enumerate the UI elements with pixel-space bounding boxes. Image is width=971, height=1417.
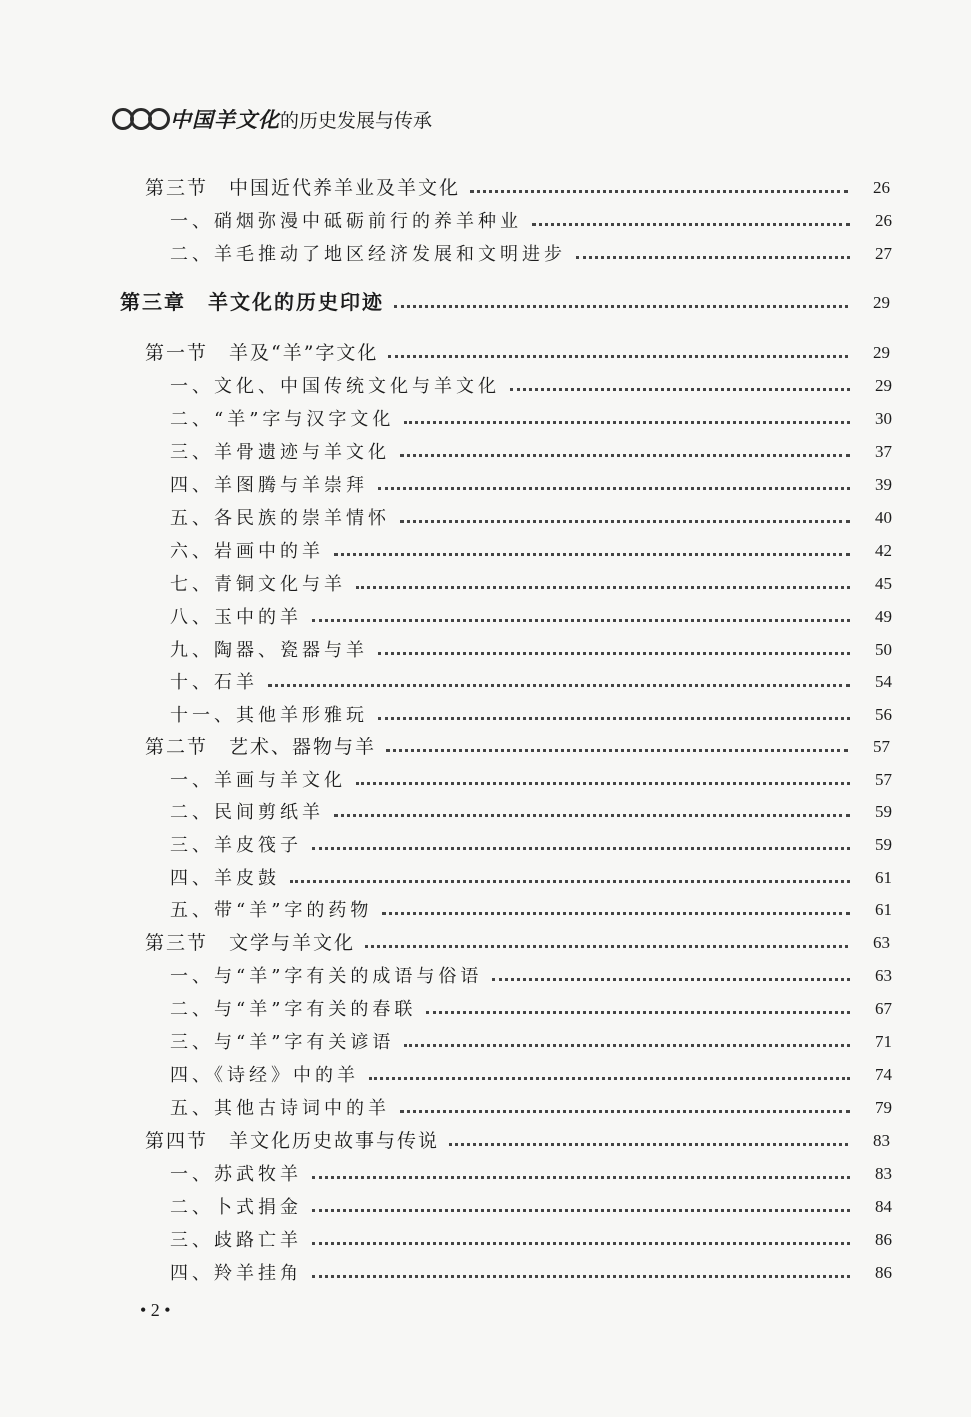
dot-leader [382, 912, 850, 915]
dot-leader [404, 421, 850, 424]
running-header [112, 104, 432, 134]
toc-entry-page: 29 [873, 343, 890, 362]
toc-entry-page: 61 [875, 900, 892, 919]
toc-entry-title: 七、青铜文化与羊 [170, 574, 346, 595]
toc-entry-page: 71 [875, 1032, 892, 1051]
dot-leader [388, 355, 848, 358]
toc-entry-title: 四、羊图腾与羊崇拜 [170, 475, 368, 496]
toc-entry-page: 57 [873, 737, 890, 756]
dot-leader [369, 1077, 850, 1080]
toc-entry-page: 61 [875, 868, 892, 887]
toc-entry-item [170, 1222, 892, 1252]
toc-entry-page: 50 [875, 640, 892, 659]
toc-entry-item [170, 1255, 892, 1285]
toc-entry-page: 40 [875, 508, 892, 527]
dot-leader [356, 782, 850, 785]
dot-leader [312, 1176, 850, 1179]
toc-entry-item [170, 533, 892, 563]
toc-entry-page: 26 [875, 211, 892, 230]
toc-entry-title: 第三章 羊文化的历史印迹 [120, 290, 384, 314]
toc-entry-section [145, 729, 890, 759]
toc-entry-section [145, 170, 890, 200]
toc-entry-section [145, 335, 890, 365]
toc-entry-item [170, 1189, 892, 1219]
toc-entry-title: 一、苏武牧羊 [170, 1164, 302, 1185]
toc-entry-title: 五、带“羊”字的药物 [170, 900, 373, 921]
toc-entry-title: 十一、其他羊形雅玩 [170, 705, 368, 726]
toc-entry-item [170, 958, 892, 988]
toc-entry-page: 63 [873, 933, 890, 952]
toc-entry-page: 74 [875, 1065, 892, 1084]
dot-leader [378, 652, 850, 655]
toc-entry-page: 63 [875, 966, 892, 985]
dot-leader [312, 847, 850, 850]
toc-entry-item [170, 664, 892, 694]
dot-leader [400, 454, 850, 457]
toc-entry-page: 59 [875, 802, 892, 821]
toc-entry-page: 39 [875, 475, 892, 494]
toc-entry-title: 第四节 羊文化历史故事与传说 [145, 1130, 440, 1152]
toc-entry-title: 一、硝烟弥漫中砥砺前行的养羊种业 [170, 211, 522, 232]
toc-entry-title: 六、岩画中的羊 [170, 541, 324, 562]
dot-leader [312, 1242, 850, 1245]
dot-leader [365, 945, 848, 948]
dot-leader [394, 305, 848, 308]
toc-entry-item [170, 827, 892, 857]
toc-entry-item [170, 434, 892, 464]
toc-entry-page: 54 [875, 672, 892, 691]
toc-entry-title: 三、歧路亡羊 [170, 1230, 302, 1251]
toc-entry-item [170, 632, 892, 662]
toc-entry-title: 二、民间剪纸羊 [170, 802, 324, 823]
toc-entry-item [170, 566, 892, 596]
header-title-bold: 中国羊文化 [170, 108, 280, 132]
toc-entry-title: 第二节 艺术、器物与羊 [145, 736, 377, 758]
toc-entry-page: 84 [875, 1197, 892, 1216]
dot-leader [426, 1011, 850, 1014]
toc-entry-item [170, 599, 892, 629]
toc-entry-page: 30 [875, 409, 892, 428]
dot-leader [334, 553, 850, 556]
toc-entry-item [170, 500, 892, 530]
dot-leader [510, 388, 850, 391]
toc-entry-title: 二、羊毛推动了地区经济发展和文明进步 [170, 244, 566, 265]
toc-entry-page: 86 [875, 1263, 892, 1282]
toc-entry-item [170, 1156, 892, 1186]
dot-leader [470, 190, 848, 193]
toc-entry-page: 37 [875, 442, 892, 461]
dot-leader [290, 880, 850, 883]
toc-entry-page: 79 [875, 1098, 892, 1117]
toc-entry-item [170, 991, 892, 1021]
page-number: • 2 • [140, 1300, 171, 1320]
toc-entry-title: 四、羊皮鼓 [170, 868, 280, 889]
toc-entry-title: 四、《诗经》中的羊 [170, 1065, 359, 1086]
toc-entry-item [170, 762, 892, 792]
toc-entry-page: 57 [875, 770, 892, 789]
header-title-rest: 的历史发展与传承 [280, 109, 433, 132]
toc-entry-page: 45 [875, 574, 892, 593]
dot-leader [312, 619, 850, 622]
toc-entry-title: 三、与“羊”字有关谚语 [170, 1032, 395, 1053]
toc-entry-title: 第三节 文学与羊文化 [145, 932, 356, 954]
toc-entry-item [170, 1057, 892, 1087]
toc-entry-page: 27 [875, 244, 892, 263]
toc-entry-item [170, 697, 892, 727]
dot-leader [449, 1143, 848, 1146]
toc-entry-title: 二、与“羊”字有关的春联 [170, 999, 417, 1020]
dot-leader [378, 717, 850, 720]
dot-leader [532, 223, 850, 226]
toc-entry-item [170, 401, 892, 431]
toc-entry-page: 83 [873, 1131, 890, 1150]
toc-entry-title: 三、羊皮筏子 [170, 835, 302, 856]
dot-leader [378, 487, 850, 490]
dot-leader [400, 1110, 850, 1113]
sheep-logo-icon [112, 108, 166, 130]
toc-entry-item [170, 892, 892, 922]
dot-leader [404, 1044, 850, 1047]
dot-leader [312, 1275, 850, 1278]
toc-entry-page: 83 [875, 1164, 892, 1183]
toc-entry-title: 五、各民族的崇羊情怀 [170, 508, 390, 529]
dot-leader [356, 586, 850, 589]
toc-entry-title: 九、陶器、瓷器与羊 [170, 640, 368, 661]
dot-leader [312, 1209, 850, 1212]
toc-entry-chapter [120, 285, 890, 315]
toc-entry-title: 一、与“羊”字有关的成语与俗语 [170, 966, 483, 987]
toc-entry-title: 五、其他古诗词中的羊 [170, 1098, 390, 1119]
dot-leader [492, 978, 850, 981]
toc-entry-section [145, 1123, 890, 1153]
toc-entry-title: 一、羊画与羊文化 [170, 770, 346, 791]
toc-entry-item [170, 1024, 892, 1054]
toc-entry-page: 86 [875, 1230, 892, 1249]
toc-entry-title: 第三节 中国近代养羊业及羊文化 [145, 177, 461, 199]
toc-entry-page: 56 [875, 705, 892, 724]
dot-leader [400, 520, 850, 523]
toc-entry-title: 八、玉中的羊 [170, 607, 302, 628]
dot-leader [576, 256, 850, 259]
toc-entry-page: 29 [875, 376, 892, 395]
toc-entry-page: 67 [875, 999, 892, 1018]
toc-entry-title: 一、文化、中国传统文化与羊文化 [170, 376, 500, 397]
toc-entry-page: 29 [873, 293, 890, 312]
toc-entry-page: 49 [875, 607, 892, 626]
dot-leader [386, 749, 848, 752]
toc-entry-title: 四、羚羊挂角 [170, 1263, 302, 1284]
toc-entry-title: 二、“羊”字与汉字文化 [170, 409, 395, 430]
toc-entry-item [170, 368, 892, 398]
toc-entry-page: 26 [873, 178, 890, 197]
dot-leader [334, 814, 850, 817]
toc-entry-section [145, 925, 890, 955]
toc-entry-title: 三、羊骨遗迹与羊文化 [170, 442, 390, 463]
toc-entry-title: 二、卜式捐金 [170, 1197, 302, 1218]
toc-entry-item [170, 467, 892, 497]
toc-entry-item [170, 236, 892, 266]
toc-entry-item [170, 203, 892, 233]
toc-entry-page: 59 [875, 835, 892, 854]
toc-entry-item [170, 1090, 892, 1120]
toc-entry-title: 十、石羊 [170, 672, 258, 693]
toc-entry-page: 42 [875, 541, 892, 560]
toc-entry-title: 第一节 羊及“羊”字文化 [145, 342, 379, 364]
toc-entry-item [170, 794, 892, 824]
dot-leader [268, 684, 850, 687]
toc-entry-item [170, 860, 892, 890]
